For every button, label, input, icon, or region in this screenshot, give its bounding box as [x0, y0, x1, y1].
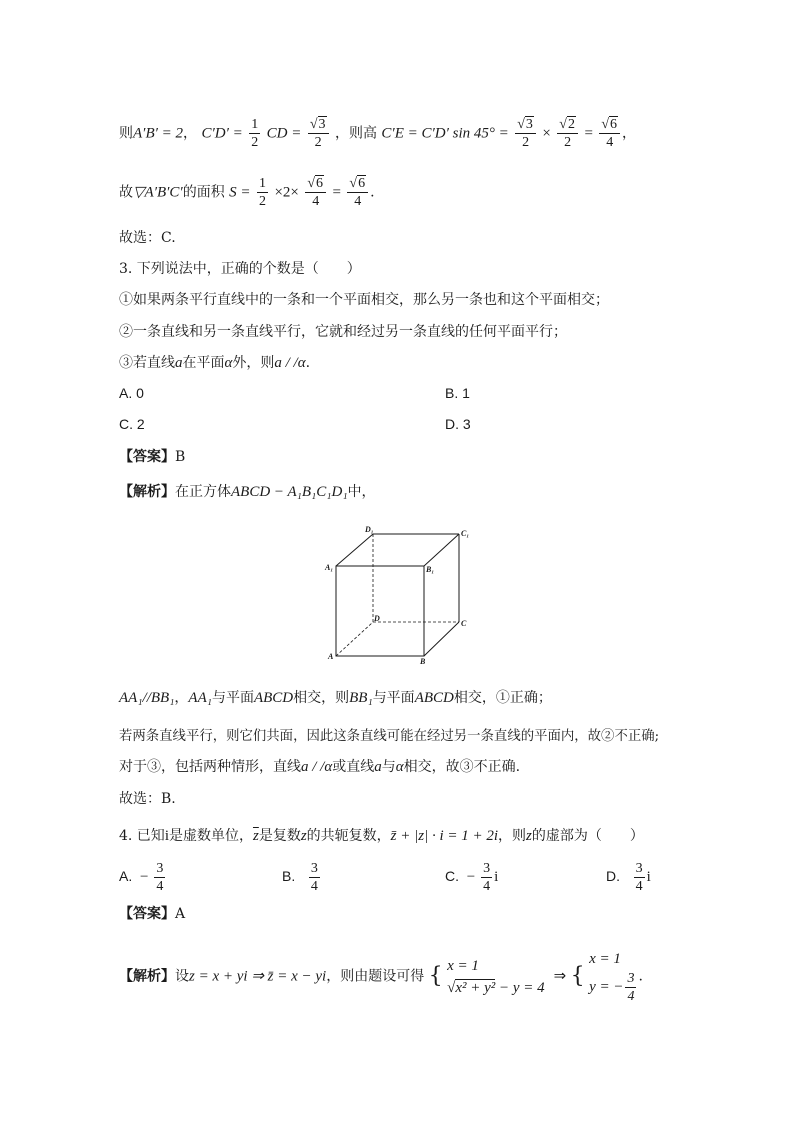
cube-edge-a1d1 — [336, 534, 373, 566]
q3-answer: 【答案】B — [119, 449, 186, 465]
cube-edge-bc — [424, 622, 459, 656]
equation-system-1: x = 1 √x² + y² − y = 4 — [447, 957, 545, 996]
q2-final-answer: 故选：C. — [119, 230, 176, 246]
q3-option-a: A. 0 — [119, 385, 144, 401]
q4-title: 4. 已知i是虚数单位，$\overline{z}$是复数z的共轭复数，z̄ + |z| · i = 1 + 2i，则z的虚部为（ ） — [119, 828, 644, 844]
q3-analysis-line-2: 若两条直线平行，则它们共面，因此这条直线可能在经过另一条直线的平面内，故②不正确; — [119, 729, 660, 744]
fraction-sqrt6-over-4-b: $\frac{√6}{4}$ — [305, 175, 326, 210]
q3-analysis-line-3: 对于③，包括两种情形，直线a / /α或直线a与α相交，故③不正确. — [119, 759, 521, 775]
q3-title: 3. 下列说法中，正确的个数是（ ） — [119, 261, 361, 277]
q4-option-c: C. − $\frac{3}{4}$ i — [445, 861, 499, 894]
q3-final-answer: 故选：B. — [119, 791, 176, 807]
cube-edge-b1c1 — [424, 534, 459, 566]
fraction-half-b: $\frac{1}{2}$ — [259, 176, 266, 209]
fraction-sqrt2-over-2: $\frac{√2}{2}$ — [557, 116, 578, 151]
q3-option-b: B. 1 — [445, 385, 470, 401]
label-c1: C₁ — [461, 529, 470, 538]
label-a1: A₁ — [325, 563, 334, 572]
label-d1: D₁ — [365, 525, 374, 534]
label-d: D — [374, 614, 380, 623]
q4-answer: 【答案】A — [119, 906, 186, 922]
q4-option-a: A. − $\frac{3}{4}$ — [119, 861, 164, 894]
q3-analysis-line-1: AA₁//BB₁，AA₁与平面ABCD相交，则BB₁与平面ABCD相交，①正确； — [119, 690, 552, 706]
label-c: C — [461, 619, 467, 628]
fraction-sqrt3-over-2-b: $\frac{√3}{2}$ — [515, 116, 536, 151]
q3-option-c: C. 2 — [119, 416, 145, 432]
cube-hidden-edge-ad — [336, 622, 373, 656]
cube-front-face — [336, 566, 424, 656]
equation-system-2: x = 1 y = − $\frac{3}{4}$ — [589, 951, 635, 1004]
label-b1: B₁ — [426, 565, 435, 574]
q3-statement-3: ③若直线a在平面α外，则a / /α. — [119, 355, 311, 371]
q3-statement-2: ②一条直线和另一条直线平行，它就和经过另一条直线的任何平面平行； — [119, 324, 567, 340]
q4-option-d: D. $\frac{3}{4}$ i — [606, 861, 651, 894]
q4-analysis: 【解析】设z = x + yi ⇒ z̄ = x − yi，则由题设可得 { x = 1 √x² + y² − y = 4 ⇒ { x = 1 y = − $\frac{3}{4}$ . — [119, 948, 643, 1005]
label-a: A — [328, 652, 334, 661]
fraction-sqrt3-over-2: $\frac{√3}{2}$ — [308, 116, 329, 151]
q3-option-d: D. 3 — [445, 416, 471, 432]
cube-figure — [322, 522, 472, 667]
label-b: B — [420, 657, 426, 666]
fraction-half: $\frac{1}{2}$ — [251, 117, 259, 150]
q4-option-b: B. $\frac{3}{4}$ — [282, 861, 318, 894]
fraction-sqrt6-over-4: $\frac{√6}{4}$ — [599, 116, 620, 151]
q3-analysis: 【解析】在正方体ABCD − A₁B₁C₁D₁中， — [119, 484, 376, 500]
q3-statement-1: ①如果两条平行直线中的一条和一个平面相交，那么另一条也和这个平面相交； — [119, 292, 609, 308]
solution-line-1: 则A′B′ = 2， C′D′ = $\frac{1}{2}$ CD = $\frac{√3}{2}$ ，则高 C′E = C′D′ sin 45° = $\frac{√3}{2}$ × $\frac{√2}{2}$ = $\frac{√6}{4}$ ， — [119, 117, 637, 150]
solution-line-2: 故▽A′B′C′的面积 S = $\frac{1}{2}$ ×2× $\frac{√6}{4}$ = $\frac{√6}{4}$ . — [119, 176, 375, 209]
fraction-sqrt6-over-4-c: $\frac{√6}{4}$ — [347, 175, 368, 210]
